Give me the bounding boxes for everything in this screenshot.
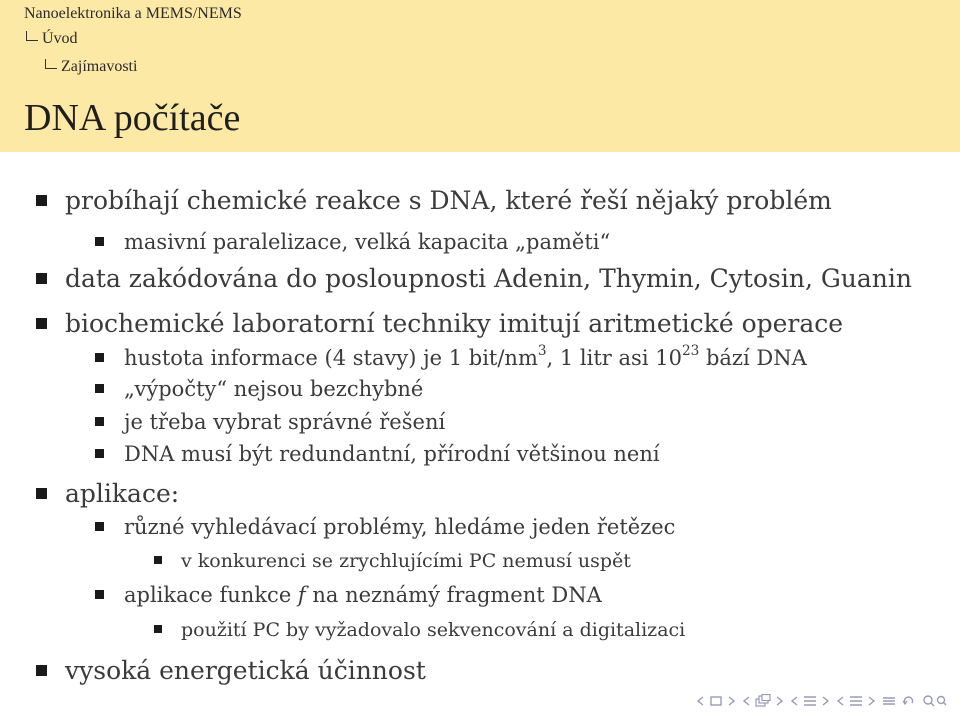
nav-section-left-icon[interactable] <box>834 694 846 708</box>
nav-subsection-right-icon[interactable] <box>820 694 832 708</box>
list-item: „výpočty“ nejsou bezchybné <box>95 376 423 402</box>
nav-right-arrow-icon[interactable] <box>726 694 738 708</box>
bullet-square-icon <box>95 353 104 362</box>
bullet-square-icon <box>95 237 104 246</box>
bullet-square-icon <box>95 417 104 426</box>
nav-align-icon[interactable] <box>880 694 898 708</box>
bullet-square-icon <box>36 273 47 284</box>
bullet-square-icon <box>95 384 104 393</box>
nav-frame-left-icon[interactable] <box>740 694 752 708</box>
list-item: DNA musí být redundantní, přírodní většinou není <box>95 441 660 467</box>
list-item: probíhají chemické reakce s DNA, které řeší nějaký problém <box>36 186 832 216</box>
breadcrumb-level3[interactable]: Zajímavosti <box>45 58 137 76</box>
nav-section-icon[interactable] <box>848 694 864 708</box>
breadcrumb-level2[interactable]: Úvod <box>26 30 78 48</box>
list-item: hustota informace (4 stavy) je 1 bit/$nm^3$, 1 litr asi $10^{23}$ bází DNA <box>95 345 807 371</box>
nav-frame-icon[interactable] <box>708 694 724 708</box>
header-band <box>0 0 960 152</box>
nav-search-icon[interactable] <box>920 694 950 708</box>
page-title: DNA počítače <box>24 97 241 139</box>
tree-corner-icon <box>45 59 57 69</box>
tree-corner-icon <box>26 31 38 41</box>
bullet-square-icon <box>36 488 47 499</box>
list-item: data zakódována do posloupnosti Adenin, Thymin, Cytosin, Guanin <box>36 264 912 294</box>
bullet-square-icon <box>95 449 104 458</box>
bullet-square-icon <box>154 625 162 633</box>
list-item: různé vyhledávací problémy, hledáme jeden řetězec <box>95 514 675 540</box>
bullet-square-icon <box>95 590 104 599</box>
list-item: aplikace funkce f na neznámý fragment DNA <box>95 582 602 608</box>
nav-left-arrow-icon[interactable] <box>694 694 706 708</box>
list-item: aplikace: <box>36 479 179 509</box>
list-item: použití PC by vyžadovalo sekvencování a digitalizaci <box>154 618 685 642</box>
nav-subsection-icon[interactable] <box>802 694 818 708</box>
beamer-navigation-bar <box>694 692 950 710</box>
nav-frame-stack-icon[interactable] <box>754 694 772 708</box>
list-item: je třeba vybrat správné řešení <box>95 409 445 435</box>
list-item: masivní paralelizace, velká kapacita „paměti“ <box>95 229 610 255</box>
list-item: biochemické laboratorní techniky imitují aritmetické operace <box>36 309 843 339</box>
bullet-square-icon <box>36 318 47 329</box>
list-item: v konkurenci se zrychlujícími PC nemusí uspět <box>154 549 631 573</box>
bullet-square-icon <box>154 556 162 564</box>
list-item: vysoká energetická účinnost <box>36 656 426 686</box>
nav-section-right-icon[interactable] <box>866 694 878 708</box>
bullet-square-icon <box>95 522 104 531</box>
bullet-square-icon <box>36 665 47 676</box>
nav-undo-icon[interactable] <box>900 694 918 708</box>
nav-subsection-left-icon[interactable] <box>788 694 800 708</box>
bullet-square-icon <box>36 195 47 206</box>
breadcrumb-level1[interactable]: Nanoelektronika a MEMS/NEMS <box>24 5 242 22</box>
nav-frame-right-icon[interactable] <box>774 694 786 708</box>
